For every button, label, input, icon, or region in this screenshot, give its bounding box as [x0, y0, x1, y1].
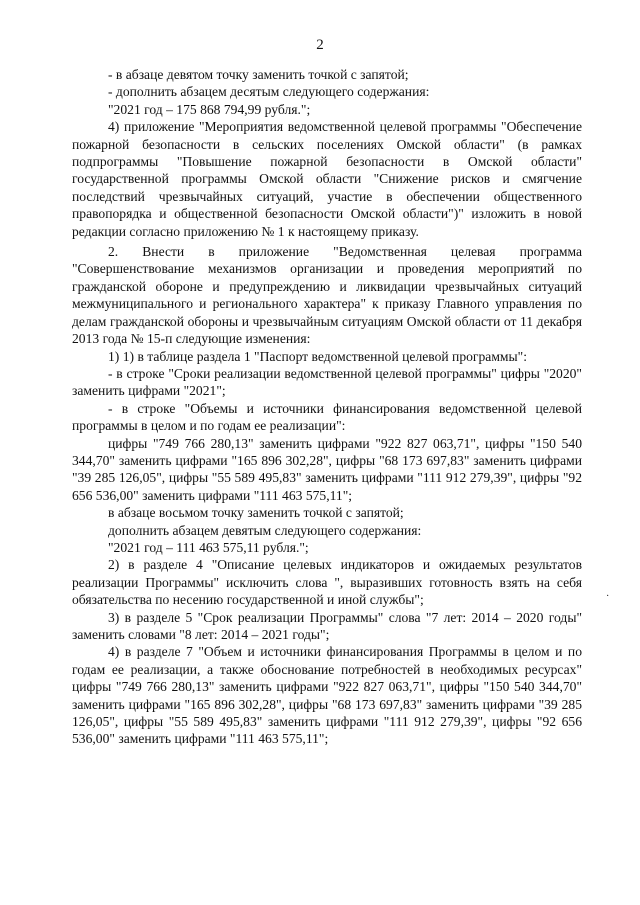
paragraph-p05: 2. Внести в приложение "Ведомственная целевая программа "Совершенствование механизмов организации и проведения мероприятий по гражданской обороне и предупреждению и ликвидации чрезвычайных ситуаций межмуниципального и регионального характера" к приказу Главного управления по делам гражданской обороны и чрезвычайным ситуациям Омской области от 11 декабря 2013 года № 15-п следующие изменения: — [72, 244, 582, 347]
paragraph-p15: 4) в разделе 7 "Объем и источники финансирования Программы в целом и по годам ее реализации, а также обоснование потребностей в необходимых ресурсах" цифры "749 766 280,13" заменить цифрами "922 827 063,71", цифры "150 540 344,70" заменить цифрами "165 896 302,28", цифры "68 173 697,83" заменить цифрами "39 285 126,05", цифры "55 589 495,83" заменить цифрами "111 912 279,39", цифры "92 656 536,00" заменить цифрами "111 463 575,11"; — [72, 644, 582, 747]
paragraph-p10: в абзаце восьмом точку заменить точкой с запятой; — [108, 505, 404, 521]
paragraph-p11: дополнить абзацем девятым следующего содержания: — [108, 522, 422, 538]
document-body — [72, 66, 582, 748]
paragraph-p01: - в абзаце девятом точку заменить точкой с запятой; — [108, 67, 409, 82]
scan-speck: · — [606, 591, 610, 602]
paragraph-p08: - в строке "Объемы и источники финансирования ведомственной целевой программы в целом и по годам ее реализации": — [72, 400, 582, 434]
paragraph-p06: 1) 1) в таблице раздела 1 "Паспорт ведомственной целевой программы": — [108, 348, 527, 364]
paragraph-p13: 2) в разделе 4 "Описание целевых индикаторов и ожидаемых результатов реализации Программы" исключить слова ", выразивших готовность взять на себя обязательства по несению государственной и иной службы"; — [72, 557, 582, 608]
paragraph-p04: 4) приложение "Мероприятия ведомственной целевой программы "Обеспечение пожарной безопасности в сельских поселениях Омской области" (в рамках подпрограммы "Повышение пожарной безопасности в Омской области" государственной программы Омской области "Снижение рисков и смягчение последствий чрезвычайных ситуаций, участие в обеспечении общественного правопорядка и общественной безопасности Омской области")" изложить в новой редакции согласно приложению № 1 к настоящему приказу. — [72, 119, 582, 239]
paragraph-p12: "2021 год – 111 463 575,11 рубля."; — [108, 539, 309, 555]
paragraph-p09: цифры "749 766 280,13" заменить цифрами "922 827 063,71", цифры "150 540 344,70" заменить цифрами "165 896 302,28", цифры "68 173 697,83" заменить цифрами "39 285 126,05", цифры "55 589 495,83" заменить цифрами "111 912 279,39", цифры "92 656 536,00" заменить цифрами "111 463 575,11"; — [72, 435, 582, 503]
paragraph-p07: - в строке "Сроки реализации ведомственной целевой программы" цифры "2020" заменить цифрами "2021"; — [72, 365, 582, 399]
paragraph-p14: 3) в разделе 5 "Срок реализации Программы" слова "7 лет: 2014 – 2020 годы" заменить словами "8 лет: 2014 – 2021 годы"; — [72, 609, 582, 642]
page-number: 2 — [316, 37, 324, 53]
paragraph-p03: "2021 год – 175 868 794,99 рубля."; — [108, 101, 311, 117]
paragraph-p02: - дополнить абзацем десятым следующего содержания: — [108, 84, 430, 100]
